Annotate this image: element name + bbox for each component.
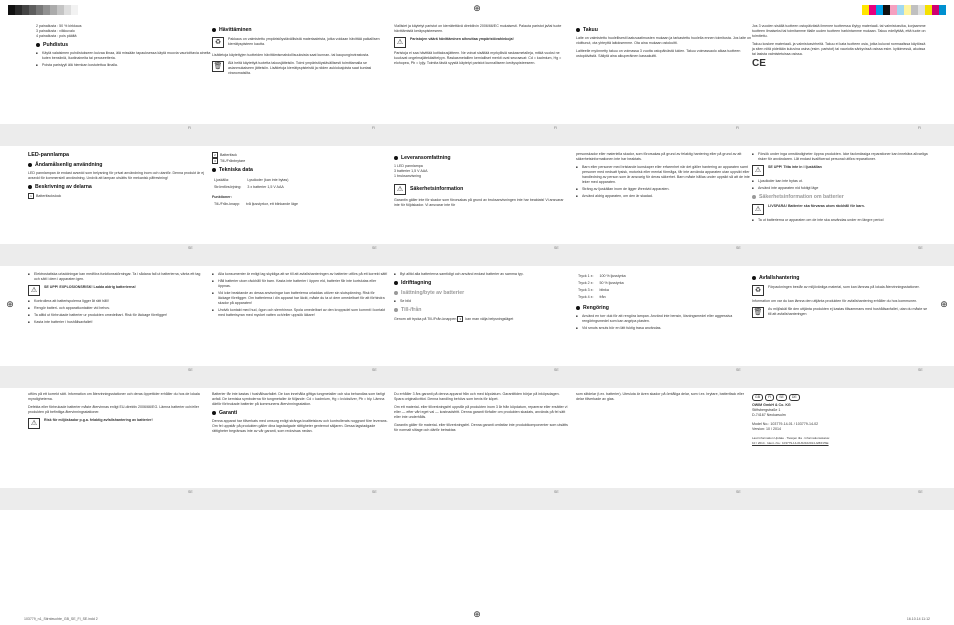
page-se-col5 [752,392,928,446]
paragraph: Garantin gäller för material- eller tillverkningsfel. Denna garanti omfattar inte produktkomponenter som utsätts för normalt slitage och därför betraktas [394,423,568,432]
color-swatch [64,5,71,15]
warning-text: SE UPP! EXPLOSIONSRISK! Ladda aldrig batterierna! [44,285,136,289]
page-fi-col4 [576,24,752,62]
section-heading: Leveransomfattning [394,155,570,162]
bullet-dot-icon [394,156,398,160]
part-number-box: 2 [212,152,218,158]
print-date: 16.10.14 11:12 [906,617,930,621]
page-number: SE [188,490,193,494]
bullet-dot-icon [576,28,580,32]
paragraph: Denna apparat har tillverkats med omsorg enligt stränga kvalitetskrav och kontrollerats noggrant före leverans. Om fel uppstår på produkten gäller dina lagstadgade rättigheter gentemot säljaren. Dessa lagstadgade rättigheter begränsas inte av vår garanti, som redovisas nedan. [212,419,388,433]
color-swatch [8,5,15,15]
crossed-bin-icon: 🗑 [213,63,223,70]
page-se-col5 [752,152,928,225]
table-cell: 50 % ljusstyrka [599,281,624,285]
country-badges [752,394,928,401]
delivery-item: 1 bruksanvisning [394,174,421,178]
product-title: LED-pannlampa [28,152,70,158]
paragraph: Jos 3 vuoden sisällä tuotteen ostopäivästä ilmenee tuotteessa löytyy materiaali- tai valmistusvika, korjaamme tuotteen ilmaiseksi tai toimitamme tilalle uuden tuotteen harkintamme mukaan. Takuu edellyttää, että tuote on toimitettu. [752,24,926,38]
page-fi-col3 [394,24,570,69]
functions-title: Funktioner: [212,195,232,199]
warning-box [394,37,570,48]
list-item: ■ Käytä valaisimen puhdistukseen kuivaa liinaa, älä missään tapauksessa käytä muovia vaurioittavia aineita kuten bensiiniä, liuotinaineita tai peruseetteria. [36,51,212,61]
color-swatch [932,5,939,15]
list-item: ■ Vid smuts smuts bör en lätt fuktig trasa användas. [576,326,752,331]
page-number: SE [554,490,559,494]
warning-box [752,204,928,215]
warning-triangle-icon: ⚠ [394,184,406,195]
page-se-col3 [394,392,570,436]
page-fi-col2 [212,24,388,82]
paragraph: Takuu koskee materiaali- ja valmistusvirheitä. Takuu ei kata tuotteen osia, jotka kuluvat normaalissa käytössä ja siten niitä pidetään kuluvina osina (esim. paristot) tai vaurioita särkyvissä osissa esim. kytkimessä, akuissa tai lasista valmistetuissa osissa. [752,42,926,56]
paragraph: Av miljöskäl får den uttjänta produkten ej kastas tillsammans med hushållsavfallet, utan du måste se till att avfallshanteringen [768,307,928,316]
warning-text: Paristojen väärä hävittäminen aiheuttaa ympäristövahinkoja! [410,37,514,41]
paragraph: utförs på ett korrekt sätt. Information om återvinningsstationer och deras öppettider erhåller du hos de lokala myndigheterna. [28,392,200,401]
bullet-dot-icon [212,28,216,32]
page-number: FI [736,126,740,130]
page-se-col2 [212,392,388,437]
section-heading: Säkerhetsinformation [410,186,464,192]
table-cell: Tryck 2 x: [578,281,594,285]
registration-mark-icon: ⊕ [940,300,948,310]
page-number: FI [554,126,558,130]
country-badge: DE [789,394,800,401]
paragraph: Information om var du kan lämna den uttjänta produkten för avfallshantering erhåller du hos kommunen. [752,299,918,303]
mode-table [576,272,632,302]
bullet-dot-icon [752,276,756,280]
warning-triangle-icon: ⚠ [28,418,40,429]
page-number: SE [918,490,923,494]
recycling-icon: ♻ [212,37,224,48]
section-heading: Beskrivning av delarna [28,184,204,191]
paragraph: Garantin gäller inte för skador som förorsakas på grund av bruksanvisningen inte har beaktats! Vi ansvarar inte för följdskador. Vi ansvarar inte för [394,198,564,207]
section-heading: Säkerhetsinformation om batterier [752,194,928,201]
section-heading: Rengöring [576,305,752,312]
warning-triangle-icon: ⚠ [752,165,764,176]
grey-divider [0,244,954,266]
section-heading: Isättning/byte av batterier [394,290,570,297]
page-row-2 [22,152,934,244]
bullet-dot-icon [212,411,216,415]
list-item: ■ Kasta inte batterier i hushållsavfallet! [28,320,204,325]
paragraph: Laitteelle myönnetty takuu on voimassa 3 vuotta ostopäivästä lukien. Takuu voimassaolo alkaa tuotteen ostopäivästä. Säilytä aina alkuperäinen kassakuitti. [576,49,741,58]
page-fi-col1 [36,24,212,70]
delivery-item: 1 LED pannlampa [394,164,423,168]
paragraph: Genom att trycka på Till-/Från-knappen 3 kan man välja belysningsläget [394,317,514,321]
country-badge: SE [776,394,787,401]
paragraph: Defekta eller förbrukade batterier måste återvinnas enligt EU-direktiv 2006/66/EG. Lämna batterier och/eller produkten på befintliga återvinningsstationer. [28,405,199,414]
list-item: ■ Poista paristyyli älä hiemkan kostutettua liinalla. [36,63,212,68]
bullet-dot-icon [28,163,32,167]
page-number: FI [188,126,192,130]
color-swatch [36,5,43,15]
part-item: 2 Batterifack [212,152,388,158]
grey-divider [0,366,954,388]
page-row-4 [22,392,934,488]
color-swatch [869,5,876,15]
color-swatch [925,5,932,15]
table-cell: Tryck 3 x: [578,288,594,292]
warning-triangle-icon: ⚠ [28,285,40,296]
color-swatch [876,5,883,15]
section-heading: Garanti [212,410,388,417]
mode-line: 2 painallusta : 50 % kirkkaus [36,24,82,28]
function-key: Till-/Från-knapp: [214,202,241,206]
paragraph: Lisätietoja käytettyjen tuotteiden hävittämismahdollisuuksista saat kunnan- tai kaupunginvirastosta. [212,53,370,57]
warning-text: LIVSFARA! Batterier ska förvaras utom räckhåll för barn. [768,204,865,208]
paragraph: LED pannlampan är endast avsedd som belysning för privat användning inom och utanför. Denna produkt är ej avsedd för kommersiell användning. Undvik att lampan utsätts för mekanisk påfrestning! [28,171,205,180]
list-item: ■ Kontrollera att batterispolerna ligger åt rätt håll! [28,299,204,304]
recycling-note [752,285,928,296]
grey-divider [0,488,954,510]
company-street: Stiftsbergstraße 1 [752,408,781,412]
warning-text: Risk för miljöskador p.g.a. felaktig avfallshantering av batterier! [44,418,153,422]
page-number: SE [736,490,741,494]
registration-mark-icon: ⊕ [6,300,14,310]
registration-mark-icon: ⊕ [473,4,481,14]
page-number: SE [918,368,923,372]
page-number: SE [554,368,559,372]
color-swatch [883,5,890,15]
bullet-dot-icon [212,168,216,172]
spec-value: Lysdioder (kan inte bytas) [247,178,289,182]
paragraph: Paristoja ei saa hävittää kotitalousjätteen. Ne voivat sisältää myrkyllisiä raskasmetalleja, mitkä vuoksi ne kuuluvat ongelmajätekäsittelyyn. Raskasmetallien kemialliset merkit ovat seuraavat: Cd = kadmium, Hg = elohopea, Pb = lyijy. Toimita tästä syystä käytetyt paristot kunnalliseen keräyspisteeseen. [394,51,562,65]
list-item: ■ Barn eller personer med bristande kunskaper eller erfarenhet när det gäller hantering av apparaten samt personer med nedsatt fysisk, motorisk eller mental förmåga, får inte använda apparaten utan uppsikt eller handledning av person som är ansvarig för deras säkerhet. Barn måste hållas under uppsikt så att de inte leker med apparaten. [576,165,752,185]
delivery-item: 3 batterier 1,5 V AAA [394,169,428,173]
bullet-dot-icon [28,185,32,189]
bullet-dot-icon [394,291,398,295]
part-number-box: 1 [28,193,34,199]
bullet-dot-icon [36,43,40,47]
table-cell: Tryck 4 x: [578,295,594,299]
page-number: FI [918,126,922,130]
warning-triangle-icon: ⚠ [752,204,764,215]
table-cell: Tryck 1 x: [578,274,594,278]
recycling-icon: ♻ [752,285,764,296]
paragraph: Batterier får inte kastas i hushållsavfallet. De kan innehålla giftiga tungmetaller och ska behandlas som farligt avfall. De kemiska symbolerna för tungmetaller är följande: Cd = kadmium, Hg = kvicksilver, Pb = bly. Lämna därför förbrukade batterier på kommunens återvinningsstation. [212,392,385,406]
bullet-dot-icon [394,308,398,312]
list-item: ■ Använd en torr duk för att rengöra lampan. Använd inte bensin, lösningsmedel eller aggressiva rengöringsmedel som kan angripa plasten. [576,314,752,324]
page-se-col4 [576,392,752,405]
section-heading: Till-/från [394,307,570,314]
list-item: ■ Undvik kontakt med hud, ögon och slemhinnor. Spola omedelbart av den kroppsdel som kommit i kontakt med batterisyran med mycket vatten och/eller uppsök läkare! [212,308,388,318]
color-swatch [43,5,50,15]
country-badge: GB [752,394,763,401]
color-swatch [15,5,22,15]
bullet-dot-icon [752,195,756,199]
page-se-col1 [28,392,204,432]
page-number: SE [372,246,377,250]
info-update: Last Information Update · Tietojen tila · Informationsstatus: [752,436,830,440]
part-item: 3 Till-/Frånbrytare [212,158,388,164]
warning-box [28,285,204,296]
spec-value: 3 x batterier 1,5 V AAA [247,185,284,189]
disposal-note [212,61,388,79]
list-item: ■ Försök under inga omständigheter öppna produkten. Icke fackmässiga reparationer kan innebära allvarliga risker för användaren. Låt endast kvalificerad personal utföra reparationer. [752,152,928,162]
page-se-col4 [576,272,752,333]
function-value: två ljusstyrkor, ett blinkande läge [246,202,298,206]
list-item: ■ Använd inte apparaten nid fuktigt läge [752,186,928,191]
list-item: ■ Rengör batteri- och apparatkontakter vid behov. [28,306,204,311]
grey-divider [0,124,954,146]
list-item: ■ Byt alltid alla batterierna samtidigt och använd endast batterier av samma typ. [394,272,570,277]
country-badge: FI [765,394,774,401]
paragraph: personskador eller materiella skador, som förorsakas på grund av felaktig hantering eller på grund av att säkerhetsinformationen inte har beaktats. [576,152,742,161]
list-item: ■ Ljusdioder kan inte bytas ut. [752,179,928,184]
mode-line: 3 painallusta : vilkkuvalo [36,29,75,33]
file-slug: 103779_n1_Stirnleuchte_GB_SE_FI_SE.indd 2 [24,617,98,621]
page-se-col1 [28,272,204,327]
table-cell: blinka [599,288,609,292]
part-number-box: 3 [212,158,218,164]
grayscale-color-bar [8,5,78,15]
page-number: SE [736,246,741,250]
color-swatch [904,5,911,15]
company-name: OWIM GmbH & Co. KG [752,403,791,407]
company-city: D-74167 Neckarsulm [752,413,786,417]
paragraph: Älä heitä käytettyä tuotetta talousjätteisiin. Toimi ympäristöystävällisesti toimittamalla se asianmukaiseen jätteisiin. Lisätietoja kierrätyspisteistä ja niiden aukioloajoista saat kuntasi viranomaisilta. [228,61,372,75]
color-swatch [897,5,904,15]
color-swatch [939,5,946,15]
page-number: SE [372,368,377,372]
paragraph: Laite on valmistettu huolellisesti laatuvaatimusten mukaan ja tarkastettu huolella ennen toimitusta. Jos laite on vioittunut, ota yhteyttä laitoksemme. Ota aina mukaan ostokuitti. [576,36,751,45]
page-number: FI [372,126,376,130]
section-heading: Puhdistus [36,42,212,49]
color-swatch [50,5,57,15]
color-swatch [911,5,918,15]
section-heading: Hävittäminen [212,27,388,34]
page-number: SE [188,246,193,250]
page-se-col1 [28,152,204,199]
page-row-3 [22,272,934,366]
table-cell: från [599,295,606,299]
crossed-bin-icon: 🗑 [753,309,763,316]
recycling-note [212,37,388,50]
paragraph: Du erhåller 3 års garanti på denna apparat från och med köpdatum. Garantitiden börjar på inköpsdagen. Spara originalkvittot. Denna handling behövs som bevis för köpet. [394,392,560,401]
color-swatch [890,5,897,15]
page-number: SE [554,246,559,250]
functions-table [212,200,304,209]
color-swatch [29,5,36,15]
paragraph: Pakkaus on valmistettu ympäristöystävällisistä materiaaleista, jotka voidaan hävittää paikallisen kierrätyspisteen kautta. [228,37,380,46]
version: Version: 10 / 2014 [752,427,781,431]
paragraph: som slitdelar (t.ex. batterier). Utesluta är även skador på ömtåliga delar, som t.ex. brytare, batterifack eller delar tillverkade av glas. [576,392,744,401]
list-item: ■ Alla konsumenter är enligt lag skyldiga att se till att avfallshanteringen av batterier utförs på ett korrekt sätt! [212,272,388,277]
list-item: ■ Ta ut batterierna ur apparaten om de inte ska användas under en längre period [752,218,928,223]
section-heading: Avfallshantering [752,275,928,282]
page-number: SE [918,246,923,250]
page-se-col3 [394,152,570,211]
warning-triangle-icon: ⚠ [394,37,406,48]
list-item: ■ Håll batterier utom räckhåll för barn. Kasta inte batterier i öppen eld, batterier får inte kortslutas eller öppnas. [212,279,388,289]
ident-number: 10 / 2014 · Ident.-No.: 103779-14-01/02102014-GB/FI/SE [752,441,829,445]
part-number-box: 3 [457,316,463,322]
cmyk-color-bar [862,5,946,15]
bullet-dot-icon [394,281,398,285]
page-se-col3 [394,272,570,325]
color-swatch [862,5,869,15]
page-se-col4 [576,152,752,201]
safety-heading [394,184,570,195]
color-swatch [57,5,64,15]
section-heading: Takuu [576,27,752,34]
list-item: ■ Elektrostatiska urladdningar kan medföra funktionsstörningar. Ta i sådana fall ut batterierna, vänta ett tag och sätt i dem i apparaten igen. [28,272,204,282]
table-cell: 100 % ljusstyrka [599,274,626,278]
spec-key: Ljuskälla: [214,178,229,182]
registration-mark-icon: ⊕ [473,610,481,620]
page-number: SE [372,490,377,494]
spec-table [212,176,294,192]
list-item: ■ Sträng av ljuskällan inom de ligger i/bredvid apparaten. [576,187,752,192]
section-heading: Tekniska data [212,167,388,174]
color-swatch [918,5,925,15]
spec-key: Strömförsörjning: [214,185,242,189]
model-number: Model No.: 103779-14-01 / 103779-14-02 [752,422,819,426]
warning-box [752,165,928,176]
paragraph: Förpackningen består av miljövänliga material, som kan lämnas på lokala återvinningsstationer. [768,285,920,289]
list-item: ■ Ta alltid ut förbrukade batterier ur produkten omedelbart. Risk för läckage föreligger! [28,313,204,318]
page-row-1 [22,24,934,124]
section-heading: Idrifttagning [394,280,570,287]
page-se-col2 [212,272,388,320]
see-figure: ■ Se bild [394,299,570,304]
list-item: ■ Vid icke beaktande av dessa anvisningar kan batterierna urladdas utöver sin slutspänning. Risk för läckage föreligger. Om batterierna i din apparat har läckt, måste du ta ut dem omedelbart för att förhindra skador på apparaten! [212,291,388,306]
page-number: SE [736,368,741,372]
color-swatch [71,5,78,15]
page-number: SE [188,368,193,372]
bullet-dot-icon [576,306,580,310]
color-swatch [22,5,29,15]
warning-box [28,418,204,429]
part-item: 1 Batterifackslock [28,193,204,199]
page-se-col2 [212,152,388,209]
paragraph: Om ett material- eller tillverkningsfel uppstår på produkten inom 3 år från köpdatum, reparerar eller ersätter vi eller — efter vårt eget val — kostnadsfritt. Denna garanti förfaller om produkten skadats, används på fel sätt eller inte underhålls. [394,405,568,419]
ce-mark: CE [752,58,766,69]
paragraph: Viallisiet ja käytetyt paristot on kierrätettävä direktiivin 2006/66/EC mukaisesti. Palauta paristot ja/tai tuote hävittämistä keräyspisteeseen. [394,24,562,33]
section-heading: Ändamålsenlig användning [28,162,204,169]
list-item: ■ Använd aldrig apparaten, om den är skadad. [576,194,752,199]
mode-line: 4 painallusta : pois päältä [36,34,77,38]
warning-text: SE UPP! Titta inte in i ljuskällan [768,165,822,169]
disposal-note [752,307,928,320]
page-fi-col5 [752,24,928,69]
page-se-col5 [752,272,928,323]
